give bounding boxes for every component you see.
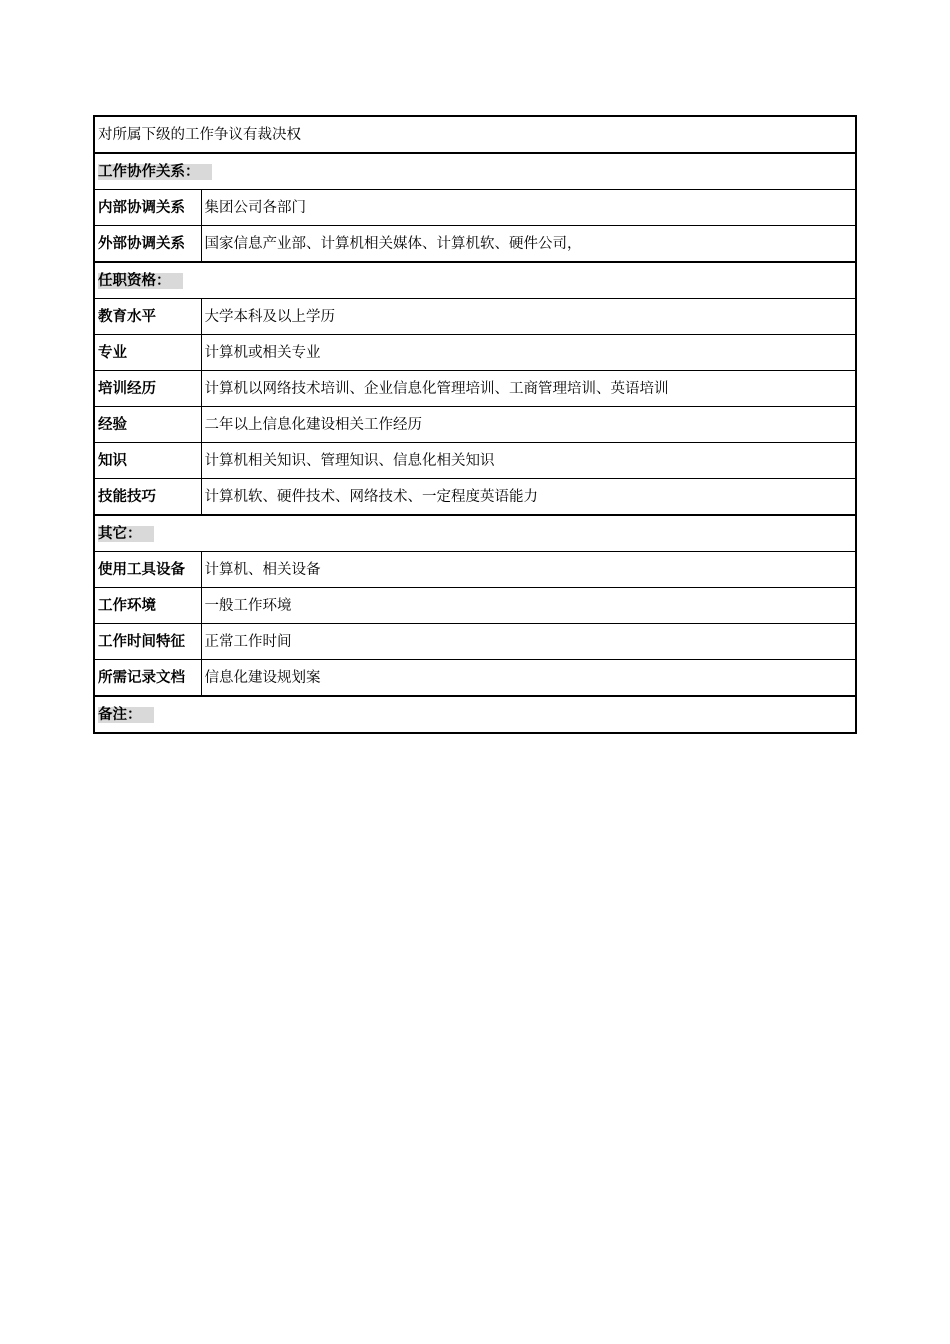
section-collaboration xyxy=(94,153,856,190)
row-value: 国家信息产业部、计算机相关媒体、计算机软、硬件公司， xyxy=(201,226,856,263)
row-label: 所需记录文档 xyxy=(94,660,201,697)
row-value: 正常工作时间 xyxy=(201,624,856,660)
table-row xyxy=(94,624,856,660)
row-value: 计算机以网络技术培训、企业信息化管理培训、工商管理培训、英语培训 xyxy=(201,371,856,407)
row-label: 工作时间特征 xyxy=(94,624,201,660)
row-label: 经验 xyxy=(94,407,201,443)
job-description-table xyxy=(93,115,857,734)
row-value: 计算机或相关专业 xyxy=(201,335,856,371)
section-other-label: 其它： xyxy=(98,526,154,542)
section-qualifications xyxy=(94,262,856,299)
row-value: 计算机相关知识、管理知识、信息化相关知识 xyxy=(201,443,856,479)
table-row xyxy=(94,190,856,226)
authority-text: 对所属下级的工作争议有裁决权 xyxy=(94,116,856,153)
section-qualifications-label: 任职资格： xyxy=(98,273,183,289)
section-remarks xyxy=(94,696,856,733)
row-label: 技能技巧 xyxy=(94,479,201,516)
row-label: 专业 xyxy=(94,335,201,371)
row-label: 知识 xyxy=(94,443,201,479)
row-label: 外部协调关系 xyxy=(94,226,201,263)
table-row xyxy=(94,226,856,263)
table-row xyxy=(94,552,856,588)
section-header-row xyxy=(94,696,856,733)
table-row xyxy=(94,407,856,443)
table-row xyxy=(94,371,856,407)
table-row xyxy=(94,335,856,371)
section-collaboration-label: 工作协作关系： xyxy=(98,164,212,180)
row-value: 集团公司各部门 xyxy=(201,190,856,226)
row-value: 计算机软、硬件技术、网络技术、一定程度英语能力 xyxy=(201,479,856,516)
section-remarks-label: 备注： xyxy=(98,707,154,723)
section-header-row xyxy=(94,515,856,552)
table-row xyxy=(94,588,856,624)
row-label: 培训经历 xyxy=(94,371,201,407)
table-row xyxy=(94,299,856,335)
row-label: 使用工具设备 xyxy=(94,552,201,588)
row-label: 工作环境 xyxy=(94,588,201,624)
section-header-row xyxy=(94,153,856,190)
table-row xyxy=(94,443,856,479)
authority-row xyxy=(94,116,856,153)
row-value: 二年以上信息化建设相关工作经历 xyxy=(201,407,856,443)
row-value: 大学本科及以上学历 xyxy=(201,299,856,335)
section-other xyxy=(94,515,856,552)
row-label: 内部协调关系 xyxy=(94,190,201,226)
row-label: 教育水平 xyxy=(94,299,201,335)
row-value: 一般工作环境 xyxy=(201,588,856,624)
table-row xyxy=(94,479,856,516)
row-value: 信息化建设规划案 xyxy=(201,660,856,697)
table-row xyxy=(94,660,856,697)
row-value: 计算机、相关设备 xyxy=(201,552,856,588)
section-header-row xyxy=(94,262,856,299)
